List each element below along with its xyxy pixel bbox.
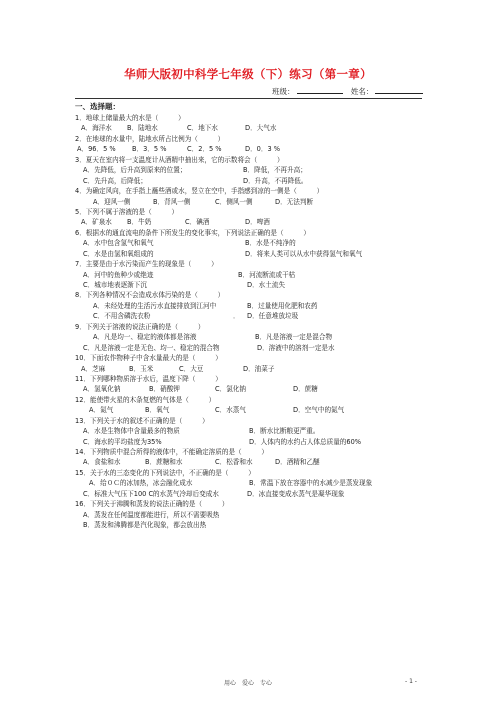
question-line [75,353,425,363]
question-line [75,499,425,509]
option-text: D．0．3 % [245,145,281,154]
option-text: B．牛奶 [127,218,152,227]
question-line [75,520,425,530]
option-text: B．陆地水 [127,124,158,133]
option-text: B．过量使用化肥和农药 [247,301,318,310]
option-text: B．降低，不再升高； [243,166,307,175]
header-divider [75,98,422,99]
option-text: D．啤酒 [245,218,270,227]
question-text: A．蒸发在任何温度都能进行，所以不需要吸热 [83,510,220,519]
option-text: D．酒精和乙醚 [275,458,320,467]
options-line [75,280,425,290]
question-text: 7．主要是由于水污染而产生的现象是（ ） [75,260,218,269]
option-text: C．松香和水 [215,458,253,467]
question-text: 5．下列不属于溶液的是（ ） [75,207,179,216]
options-line [75,457,425,467]
option-text: A．河中的鱼种少或绝迹 [83,270,154,279]
question-line [75,186,425,196]
options-line [75,238,425,248]
options-line [75,343,425,353]
question-text: 14．下列物质中混合所得的液体中，不能确定溶质的是（ ） [75,448,269,456]
option-text: B．河流断流或干枯 [238,270,296,279]
option-text: B．玉米 [129,364,154,373]
question-line [75,134,425,144]
option-text: C．水蒸气 [215,406,246,415]
option-text: B．背风一侧 [153,197,191,206]
question-text: 6．根据水的通直流电的条件下所发生的变化事实，下列说法正确的是（ ） [75,228,310,237]
options-line [75,489,425,499]
question-text: 1．地球上储量最大的水是（ ） [75,114,185,122]
option-text: A．水中包含氢气和氧气 [83,239,154,248]
option-text: C．城市地表逐渐下沉 [83,281,147,289]
option-text: A．凡是均一、稳定的液体都是溶液 [93,333,197,342]
name-blank [375,86,423,94]
option-text: A．氢氧化钠 [83,385,121,394]
question-text: 16．下列关于沸腾和蒸发的说法正确的是（ ） [75,500,229,509]
option-text: D．蔗糖 [293,385,318,394]
options-line [75,405,425,415]
option-text: A．氮气 [89,406,114,415]
question-text: 15．关于水的三态变化的下列说法中，不正确的是（ ） [75,468,255,477]
section-heading: 一、选择题： [75,102,120,111]
option-text: C．先升高，后降低； [83,176,147,185]
question-text: B．蒸发和沸腾都是汽化现象，都会放出热 [83,521,207,530]
option-text: A．先降低，后升高到原来的位置； [83,166,187,175]
option-text: C．不用含磷洗衣粉 [93,312,151,321]
option-text: A．96．5 % [77,145,116,154]
option-text: C．地下水 [187,124,218,133]
option-text: A．食盐和水 [83,458,121,467]
options-line [75,144,425,154]
question-line [75,113,425,123]
option-text: B．硝酸钾 [149,385,180,394]
option-text: D．将来人类可以从水中获得氢气和氧气 [245,249,363,258]
option-text: C．大豆 [179,364,204,373]
option-text: D．大气水 [245,124,277,133]
options-line [75,197,425,207]
options-line [75,426,425,436]
option-text: A．水是生物体中含量最多的物质 [83,427,180,436]
option-text: B．断水比断粮更严重。 [249,427,320,436]
question-text: 11．下列哪种物质溶于水后，温度下降（ ） [75,374,222,383]
option-text: A．芝麻 [81,364,106,373]
option-text: C．侧风一侧 [215,197,253,206]
question-text: 4．为确定风向，在手指上蘸些酒或水，竖立在空中，手指感到凉的一侧是（ ） [75,187,324,196]
question-line [75,207,425,217]
option-text: D．冰直接变成水蒸气是凝华现象 [247,489,345,498]
question-line [75,155,425,165]
options-line [75,270,425,280]
option-text: D．无法判断 [275,197,314,206]
question-line [75,290,425,300]
question-line [75,374,425,384]
options-line [75,165,425,175]
option-text: A．海洋水 [81,124,112,133]
options-line [75,176,425,186]
question-line [75,416,425,426]
options-line [75,301,425,311]
option-text: C．氯化钠 [215,385,246,394]
option-text: C．凡是溶液一定是无色、均一、稳定的混合物 [83,343,220,352]
option-text: A．未经处理的生活污水直接排放到江河中 [93,301,217,310]
class-name-line [272,86,423,97]
question-line [75,510,425,520]
question-text: 8．下列各种情况不会造成水体污染的是（ ） [75,291,225,300]
option-text: B．3．5 % [132,145,167,154]
question-text: 9．下列关于溶液的说法正确的是（ ） [75,322,205,331]
option-text: A．矿泉水 [81,218,112,227]
options-line [75,332,425,342]
options-line [75,217,425,227]
class-label: 班级： [272,87,295,96]
option-text: ． [233,312,240,321]
question-line [75,395,425,405]
question-line [75,259,425,269]
option-text: B．凡是溶液一定是混合物 [255,333,333,342]
option-text: D．任意堆放垃圾 [247,312,299,321]
option-text: D．人体内的水约占人体总质量的60% [249,437,362,446]
footer-motto: 用心 爱心 专心 [223,680,272,687]
question-list [75,113,425,531]
option-text: D．水土流失 [247,281,286,289]
option-text: B．常温下放在容器中的水减少是蒸发现象 [249,479,373,488]
question-text: 10．下面农作物种子中含水量最大的是（ ） [75,354,222,363]
option-text: D．油菜子 [243,364,275,373]
option-text: B．蔗糖和水 [145,458,183,467]
option-text: C．2．5 % [187,145,222,154]
options-line [75,249,425,259]
option-text: D．空气中的氮气 [293,406,345,415]
option-text: C．水是由氢和氧组成的 [83,249,154,258]
question-text: 12．能使带火星的木条复燃的气体是（ ） [75,395,216,404]
options-line [75,478,425,488]
options-line [75,437,425,447]
document-title: 华师大版初中科学七年级（下）练习（第一章） [124,67,372,81]
option-text: C．海水的平均盐度为35% [83,437,162,446]
options-line [75,384,425,394]
options-line [75,123,425,133]
option-text: A．给０Ｃ的冰加热，冰会融化成水 [89,479,193,488]
option-text: B．水是不纯净的 [245,239,296,248]
option-text: D．溶液中的溶剂一定是水 [257,343,335,352]
option-text: A．迎风一侧 [93,197,131,206]
option-text: C．标准大气压下100 C的水蒸气冷却后变成水 [83,489,219,498]
question-line [75,447,425,457]
options-line [75,311,425,321]
question-text: 2．在地球的水量中，陆地水所占比例为（ ） [75,134,225,143]
option-text: B．氧气 [145,406,170,415]
question-text: 13．下列关于水的叙述不正确的是（ ） [75,416,209,425]
question-text: 3．夏天在室内将一支温度计从酒精中抽出来，它的示数将会（ ） [75,155,284,164]
option-text: D．升高，不再降低。 [243,176,308,185]
page-number: - 1 - [405,678,417,685]
name-label: 姓名： [350,87,374,96]
class-blank [297,86,343,94]
options-line [75,364,425,374]
question-line [75,228,425,238]
question-line [75,322,425,332]
option-text: C．碘酒 [185,218,210,227]
question-line [75,468,425,478]
